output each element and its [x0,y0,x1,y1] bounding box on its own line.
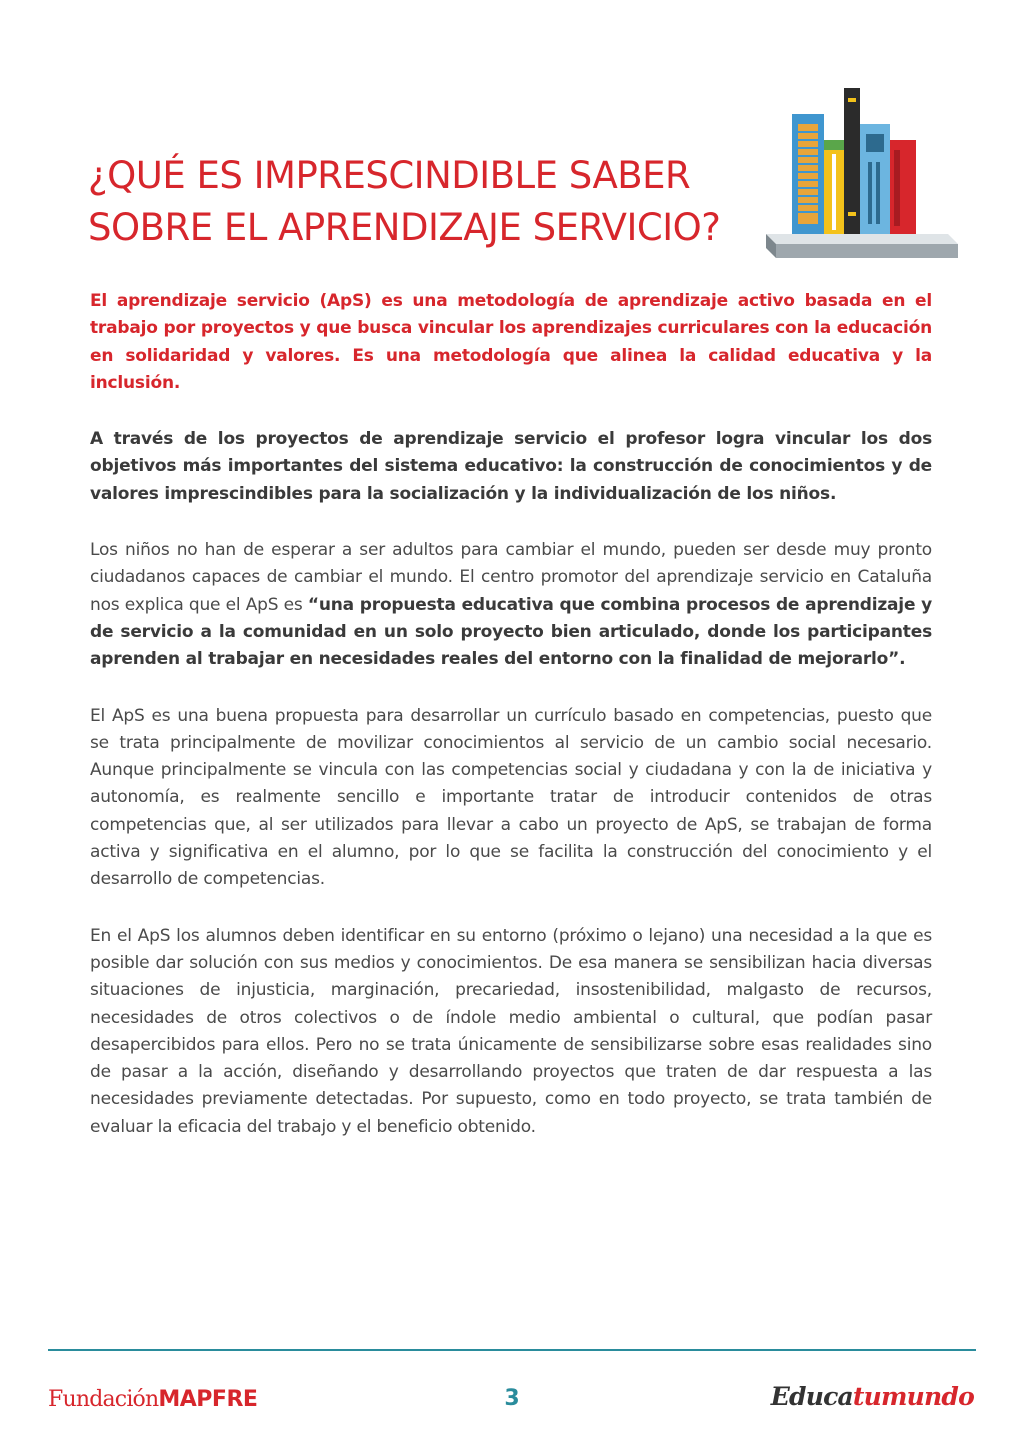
bookshelf-icon [762,84,962,264]
page-title [88,150,768,254]
body-paragraph-2: El ApS es una buena propuesta para desarrollar un currículo basado en competencias, puesto que se trata principalmente de movilizar conocimientos al servicio de un cambio social necesario. Aunque principalmente se vincula con las competencias social y ciudadana y con la de iniciativa y autonomía, es realmente sencillo e importante tratar de introducir contenidos de otras competencias que, al ser utilizados para llevar a cabo un proyecto de ApS, se trabajan de forma activa y significativa en el alumno, por lo que se facilita la construcción del conocimiento y el desarrollo de competencias. [90,705,932,890]
logo-right-word-2: tumundo [852,1382,974,1411]
educatumundo-logo [771,1382,974,1411]
footer-divider [48,1349,976,1351]
page-number: 3 [504,1386,520,1411]
quote-text: “una propuesta educativa que combina procesos de aprendizaje y de servicio a la comunidad en un solo proyecto bien articulado, donde los participantes aprenden al trabajar en necesidades reales del entorno con la finalidad de mejorarlo”. [90,594,932,670]
body-paragraph-1 [90,537,932,673]
article-body [90,288,932,1170]
body-paragraph-1-text: Los niños no han de esperar a ser adultos para cambiar el mundo, pueden ser desde muy pronto ciudadanos capaces de cambiar el mundo. El centro promotor del aprendizaje servicio en Cataluña nos explica que el ApS es [90,540,932,615]
logo-left-word-1: Fundación [48,1387,159,1412]
fundacion-mapfre-logo [48,1386,257,1414]
page-title-line-1: ¿QUÉ ES IMPRESCINDIBLE SABER [88,154,691,197]
lead-paragraph: El aprendizaje servicio (ApS) es una metodología de aprendizaje activo basada en el trabajo por proyectos y que busca vincular los aprendizajes curriculares con la educación en solidaridad y valores. Es una metodología que alinea la calidad educativa y la inclusión. [90,291,932,393]
body-paragraph-3: En el ApS los alumnos deben identificar en su entorno (próximo o lejano) una necesidad a la que es posible dar solución con sus medios y conocimientos. De esa manera se sensibilizan hacia diversas situaciones de injusticia, marginación, precariedad, insostenibilidad, malgasto de recursos, necesidades de otros colectivos o de índole medio ambiental o cultural, que podían pasar desapercibidos para ellos. Pero no se trata únicamente de sensibilizarse sobre esas realidades sino de pasar a la acción, diseñando y desarrollando proyectos que traten de dar respuesta a las necesidades previamente detectadas. Por supuesto, como en todo proyecto, se trata también de evaluar la eficacia del trabajo y el beneficio obtenido. [90,925,932,1137]
highlight-paragraph: A través de los proyectos de aprendizaje servicio el profesor logra vincular los dos objetivos más importantes del sistema educativo: la construcción de conocimientos y de valores imprescindibles para la socialización y la individualización de los niños. [90,429,932,504]
page-title-line-2: SOBRE EL APRENDIZAJE SERVICIO? [88,206,721,249]
logo-right-word-1: Educa [770,1382,853,1411]
logo-left-word-2: MAPFRE [158,1387,258,1412]
